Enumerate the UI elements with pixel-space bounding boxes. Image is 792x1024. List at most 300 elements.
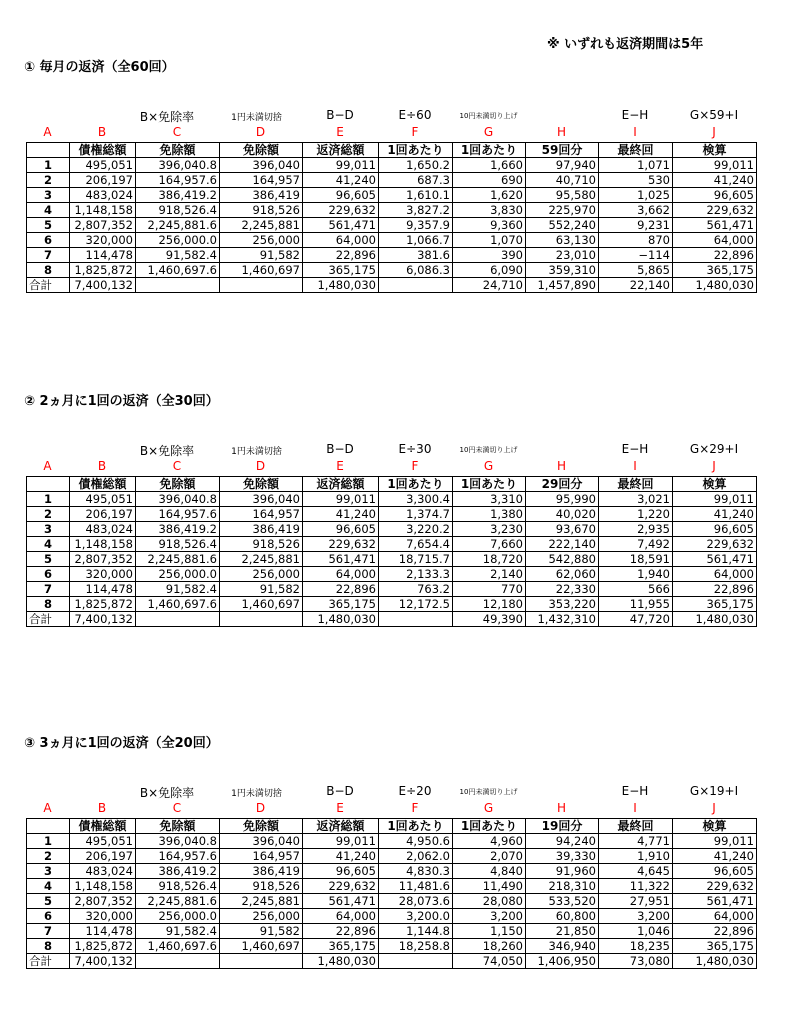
table-cell: 99,011: [303, 492, 379, 507]
total-cell: [136, 954, 220, 969]
row-number: 1: [27, 158, 70, 173]
table-cell: 566: [599, 582, 673, 597]
table-cell: 41,240: [303, 849, 379, 864]
table-cell: 561,471: [673, 218, 757, 233]
table-cell: 40,710: [526, 173, 599, 188]
table-cell: 386,419.2: [136, 864, 220, 879]
table-cell: 91,582: [220, 582, 303, 597]
row-number: 4: [27, 203, 70, 218]
table-cell: 229,632: [303, 203, 379, 218]
column-header: 1回あたり: [453, 477, 526, 492]
table-cell: 390: [453, 248, 526, 263]
table-row: [27, 567, 757, 582]
table-row: [27, 248, 757, 263]
total-cell: 1,457,890: [526, 278, 599, 293]
table-cell: 164,957.6: [136, 507, 220, 522]
total-row: [27, 954, 757, 969]
table-cell: 12,180: [453, 597, 526, 612]
table-cell: 561,471: [303, 894, 379, 909]
column-letter: G: [483, 459, 494, 473]
table-cell: 3,021: [599, 492, 673, 507]
table-cell: 3,827.2: [379, 203, 453, 218]
formula-row: [26, 784, 756, 800]
table-row: [27, 552, 757, 567]
column-header: 最終回: [599, 819, 673, 834]
table-cell: 164,957.6: [136, 849, 220, 864]
table-cell: 93,670: [526, 522, 599, 537]
table-cell: 18,235: [599, 939, 673, 954]
column-letter: H: [556, 125, 567, 139]
column-letter: E: [336, 459, 344, 473]
table-cell: 918,526.4: [136, 537, 220, 552]
formula-c: B×免除率: [139, 786, 195, 800]
table-cell: 229,632: [673, 879, 757, 894]
table-cell: 18,260: [453, 939, 526, 954]
table-cell: 96,605: [673, 188, 757, 203]
table-cell: 763.2: [379, 582, 453, 597]
table-cell: 99,011: [673, 834, 757, 849]
column-letter: I: [633, 459, 637, 473]
table-row: [27, 507, 757, 522]
formula-j: G×29+I: [689, 442, 739, 456]
table-row: [27, 263, 757, 278]
table-cell: 918,526.4: [136, 879, 220, 894]
table-cell: 62,060: [526, 567, 599, 582]
table-cell: 22,896: [673, 248, 757, 263]
table-cell: 690: [453, 173, 526, 188]
row-number: 1: [27, 834, 70, 849]
table-cell: 11,490: [453, 879, 526, 894]
table-cell: 386,419: [220, 522, 303, 537]
table-header-row: [27, 477, 757, 492]
column-header: 1回あたり: [379, 819, 453, 834]
total-cell: [379, 954, 453, 969]
table-cell: 164,957: [220, 173, 303, 188]
total-cell: 1,480,030: [673, 612, 757, 627]
row-number: 8: [27, 939, 70, 954]
formula-f-note: 10円未満切り上げ: [459, 788, 518, 796]
table-cell: 206,197: [70, 173, 136, 188]
column-letter: I: [633, 801, 637, 815]
table-cell: 91,582.4: [136, 924, 220, 939]
table-cell: 22,330: [526, 582, 599, 597]
table-cell: 2,807,352: [70, 218, 136, 233]
table-cell: 1,825,872: [70, 597, 136, 612]
row-number: 1: [27, 492, 70, 507]
table-cell: 91,582.4: [136, 582, 220, 597]
row-number: 5: [27, 552, 70, 567]
table-cell: 229,632: [673, 203, 757, 218]
table-cell: 96,605: [303, 188, 379, 203]
table-cell: 18,715.7: [379, 552, 453, 567]
table-cell: 1,460,697: [220, 939, 303, 954]
column-header: 検算: [673, 819, 757, 834]
formula-row: [26, 442, 756, 458]
column-letter-row: [26, 801, 756, 817]
row-number: 8: [27, 597, 70, 612]
table-cell: 353,220: [526, 597, 599, 612]
table-cell: 495,051: [70, 158, 136, 173]
total-cell: [220, 612, 303, 627]
table-cell: 9,357.9: [379, 218, 453, 233]
table-cell: 218,310: [526, 879, 599, 894]
table-row: [27, 537, 757, 552]
total-cell: 1,406,950: [526, 954, 599, 969]
table-cell: 91,582.4: [136, 248, 220, 263]
table-cell: 2,807,352: [70, 894, 136, 909]
table-cell: 91,582: [220, 924, 303, 939]
table-cell: 40,020: [526, 507, 599, 522]
column-letter: E: [336, 125, 344, 139]
table-cell: 1,148,158: [70, 879, 136, 894]
table-cell: 256,000.0: [136, 909, 220, 924]
table-cell: 99,011: [303, 834, 379, 849]
table-cell: 96,605: [303, 522, 379, 537]
table-cell: 96,605: [303, 864, 379, 879]
column-header: 免除額: [136, 819, 220, 834]
column-letter: D: [255, 801, 266, 815]
table-cell: 39,330: [526, 849, 599, 864]
row-number: 2: [27, 507, 70, 522]
total-cell: 24,710: [453, 278, 526, 293]
table-cell: 4,960: [453, 834, 526, 849]
table-cell: 365,175: [673, 263, 757, 278]
table-cell: 22,896: [303, 924, 379, 939]
table-cell: 41,240: [673, 173, 757, 188]
table-cell: 22,896: [303, 248, 379, 263]
table-cell: 5,865: [599, 263, 673, 278]
table-cell: 2,807,352: [70, 552, 136, 567]
table-cell: 346,940: [526, 939, 599, 954]
table-cell: 7,492: [599, 537, 673, 552]
column-header: 検算: [673, 143, 757, 158]
table-cell: 96,605: [673, 864, 757, 879]
formula-e: B−D: [326, 108, 354, 122]
table-cell: 9,231: [599, 218, 673, 233]
table-cell: 1,460,697.6: [136, 597, 220, 612]
column-letter: C: [172, 801, 182, 815]
formula-c-note: 1円未満切捨: [231, 113, 282, 123]
table-cell: 3,200.0: [379, 909, 453, 924]
table-cell: 320,000: [70, 567, 136, 582]
table-cell: 95,990: [526, 492, 599, 507]
total-cell: 7,400,132: [70, 278, 136, 293]
table-cell: 41,240: [673, 507, 757, 522]
table-cell: 359,310: [526, 263, 599, 278]
table-row: [27, 879, 757, 894]
table-cell: 1,144.8: [379, 924, 453, 939]
table-cell: 6,090: [453, 263, 526, 278]
table-cell: 164,957: [220, 849, 303, 864]
table-cell: 18,591: [599, 552, 673, 567]
table-cell: 99,011: [303, 158, 379, 173]
table-cell: 91,582: [220, 248, 303, 263]
total-row: [27, 612, 757, 627]
total-cell: [136, 612, 220, 627]
column-header: 29回分: [526, 477, 599, 492]
formula-c: B×免除率: [139, 110, 195, 124]
table-cell: 2,245,881: [220, 218, 303, 233]
table-cell: 64,000: [303, 909, 379, 924]
table-cell: 918,526: [220, 879, 303, 894]
total-cell: 47,720: [599, 612, 673, 627]
table-cell: 4,950.6: [379, 834, 453, 849]
table-cell: 1,940: [599, 567, 673, 582]
table-cell: 97,940: [526, 158, 599, 173]
row-number: 3: [27, 522, 70, 537]
formula-i: E−H: [621, 784, 649, 798]
table-cell: 1,825,872: [70, 939, 136, 954]
column-header: 1回あたり: [379, 143, 453, 158]
table-cell: 3,200: [453, 909, 526, 924]
column-letter: D: [255, 125, 266, 139]
table-cell: 9,360: [453, 218, 526, 233]
table-cell: 687.3: [379, 173, 453, 188]
table-cell: 396,040.8: [136, 158, 220, 173]
table-cell: 256,000: [220, 909, 303, 924]
row-number: 4: [27, 879, 70, 894]
formula-e: B−D: [326, 784, 354, 798]
column-header: 最終回: [599, 477, 673, 492]
row-number: 3: [27, 188, 70, 203]
table-cell: 561,471: [303, 218, 379, 233]
table-cell: 206,197: [70, 507, 136, 522]
total-cell: 22,140: [599, 278, 673, 293]
table-cell: 495,051: [70, 492, 136, 507]
table-cell: 256,000.0: [136, 233, 220, 248]
table-row: [27, 158, 757, 173]
table-cell: 365,175: [303, 597, 379, 612]
formula-c-note: 1円未満切捨: [231, 447, 282, 457]
formula-f: E÷20: [398, 784, 432, 798]
column-header: 1回あたり: [379, 477, 453, 492]
table-cell: 381.6: [379, 248, 453, 263]
total-cell: [379, 278, 453, 293]
table-cell: 1,148,158: [70, 203, 136, 218]
row-number: 6: [27, 909, 70, 924]
formula-i: E−H: [621, 108, 649, 122]
formula-e: B−D: [326, 442, 354, 456]
column-letter: H: [556, 801, 567, 815]
row-number: 7: [27, 582, 70, 597]
table-cell: 28,080: [453, 894, 526, 909]
table-cell: 386,419: [220, 188, 303, 203]
table-cell: 41,240: [303, 507, 379, 522]
total-row: [27, 278, 757, 293]
row-number: 2: [27, 849, 70, 864]
table-cell: 365,175: [303, 939, 379, 954]
table-cell: 3,230: [453, 522, 526, 537]
table-cell: 114,478: [70, 582, 136, 597]
table-row: [27, 909, 757, 924]
table-cell: 2,070: [453, 849, 526, 864]
column-header: 債権総額: [70, 143, 136, 158]
column-letter-row: [26, 459, 756, 475]
total-cell: 1,480,030: [303, 954, 379, 969]
table-cell: 2,062.0: [379, 849, 453, 864]
table-row: [27, 834, 757, 849]
table-cell: 222,140: [526, 537, 599, 552]
table-row: [27, 849, 757, 864]
table-cell: 63,130: [526, 233, 599, 248]
table-cell: 22,896: [673, 582, 757, 597]
table-cell: 365,175: [303, 263, 379, 278]
column-header: 1回あたり: [453, 819, 526, 834]
column-letter: J: [712, 125, 716, 139]
table-row: [27, 939, 757, 954]
table-cell: 99,011: [673, 158, 757, 173]
repayment-table: [26, 818, 757, 969]
table-cell: 561,471: [673, 552, 757, 567]
table-cell: 229,632: [673, 537, 757, 552]
table-cell: 1,650.2: [379, 158, 453, 173]
column-letter: A: [43, 459, 52, 473]
column-header: 免除額: [136, 477, 220, 492]
table-cell: 1,148,158: [70, 537, 136, 552]
total-cell: 1,480,030: [303, 278, 379, 293]
formula-i: E−H: [621, 442, 649, 456]
table-cell: 396,040.8: [136, 492, 220, 507]
total-cell: [220, 954, 303, 969]
row-number: 7: [27, 924, 70, 939]
table-cell: 11,955: [599, 597, 673, 612]
table-row: [27, 173, 757, 188]
table-row: [27, 218, 757, 233]
table-header-row: [27, 143, 757, 158]
table-cell: 94,240: [526, 834, 599, 849]
total-cell: [379, 612, 453, 627]
column-letter: B: [97, 801, 107, 815]
table-cell: 1,460,697: [220, 597, 303, 612]
row-number: 8: [27, 263, 70, 278]
table-cell: 1,610.1: [379, 188, 453, 203]
table-cell: 3,300.4: [379, 492, 453, 507]
total-label: 合計: [27, 278, 70, 293]
total-label: 合計: [27, 612, 70, 627]
total-cell: 1,480,030: [303, 612, 379, 627]
table-cell: 18,258.8: [379, 939, 453, 954]
column-header: 1回あたり: [453, 143, 526, 158]
column-letter: A: [43, 801, 52, 815]
row-number: 6: [27, 567, 70, 582]
table-cell: 386,419.2: [136, 522, 220, 537]
table-cell: 11,322: [599, 879, 673, 894]
column-letter: C: [172, 459, 182, 473]
table-cell: 1,660: [453, 158, 526, 173]
table-cell: 60,800: [526, 909, 599, 924]
table-cell: 1,460,697.6: [136, 263, 220, 278]
formula-f: E÷30: [398, 442, 432, 456]
formula-f: E÷60: [398, 108, 432, 122]
table-cell: 1,380: [453, 507, 526, 522]
column-header: 59回分: [526, 143, 599, 158]
table-cell: 1,150: [453, 924, 526, 939]
row-number: 6: [27, 233, 70, 248]
table-cell: −114: [599, 248, 673, 263]
table-cell: 495,051: [70, 834, 136, 849]
table-cell: 114,478: [70, 248, 136, 263]
total-cell: 74,050: [453, 954, 526, 969]
table-cell: 23,010: [526, 248, 599, 263]
column-letter: I: [633, 125, 637, 139]
table-cell: 2,245,881: [220, 894, 303, 909]
table-cell: 396,040: [220, 492, 303, 507]
table-cell: 1,460,697.6: [136, 939, 220, 954]
table-row: [27, 188, 757, 203]
table-cell: 4,830.3: [379, 864, 453, 879]
table-cell: 2,133.3: [379, 567, 453, 582]
table-row: [27, 492, 757, 507]
table-header-row: [27, 819, 757, 834]
table-cell: 21,850: [526, 924, 599, 939]
table-cell: 22,896: [303, 582, 379, 597]
formula-row: [26, 108, 756, 124]
column-letter-row: [26, 125, 756, 141]
column-letter: G: [483, 801, 494, 815]
table-cell: 3,310: [453, 492, 526, 507]
table-cell: 256,000: [220, 567, 303, 582]
table-cell: 365,175: [673, 939, 757, 954]
table-row: [27, 894, 757, 909]
formula-c-note: 1円未満切捨: [231, 789, 282, 799]
table-row: [27, 924, 757, 939]
table-cell: 483,024: [70, 188, 136, 203]
column-header: 返済総額: [303, 819, 379, 834]
table-cell: 320,000: [70, 909, 136, 924]
table-cell: 3,220.2: [379, 522, 453, 537]
table-cell: 28,073.6: [379, 894, 453, 909]
total-cell: 73,080: [599, 954, 673, 969]
table-cell: 483,024: [70, 522, 136, 537]
table-cell: 114,478: [70, 924, 136, 939]
table-cell: 561,471: [673, 894, 757, 909]
row-number: 2: [27, 173, 70, 188]
table-cell: 1,910: [599, 849, 673, 864]
column-letter: C: [172, 125, 182, 139]
table-cell: 2,245,881: [220, 552, 303, 567]
column-header: 免除額: [220, 819, 303, 834]
table-cell: 530: [599, 173, 673, 188]
table-cell: 64,000: [303, 233, 379, 248]
table-cell: 91,960: [526, 864, 599, 879]
column-header: [27, 819, 70, 834]
total-label: 合計: [27, 954, 70, 969]
table-cell: 164,957: [220, 507, 303, 522]
repayment-period-note: ※ いずれも返済期間は5年: [547, 37, 704, 52]
table-cell: 229,632: [303, 879, 379, 894]
table-cell: 2,935: [599, 522, 673, 537]
column-letter: E: [336, 801, 344, 815]
table-cell: 2,245,881.6: [136, 894, 220, 909]
table-cell: 552,240: [526, 218, 599, 233]
table-cell: 164,957.6: [136, 173, 220, 188]
table-cell: 41,240: [673, 849, 757, 864]
table-cell: 4,840: [453, 864, 526, 879]
column-letter: J: [712, 459, 716, 473]
table-cell: 1,046: [599, 924, 673, 939]
row-number: 4: [27, 537, 70, 552]
table-cell: 386,419: [220, 864, 303, 879]
table-cell: 386,419.2: [136, 188, 220, 203]
total-cell: 7,400,132: [70, 612, 136, 627]
column-letter: B: [97, 459, 107, 473]
table-cell: 396,040: [220, 158, 303, 173]
column-letter: G: [483, 125, 494, 139]
table-cell: 6,086.3: [379, 263, 453, 278]
table-cell: 3,830: [453, 203, 526, 218]
column-header: 19回分: [526, 819, 599, 834]
table-cell: 64,000: [303, 567, 379, 582]
